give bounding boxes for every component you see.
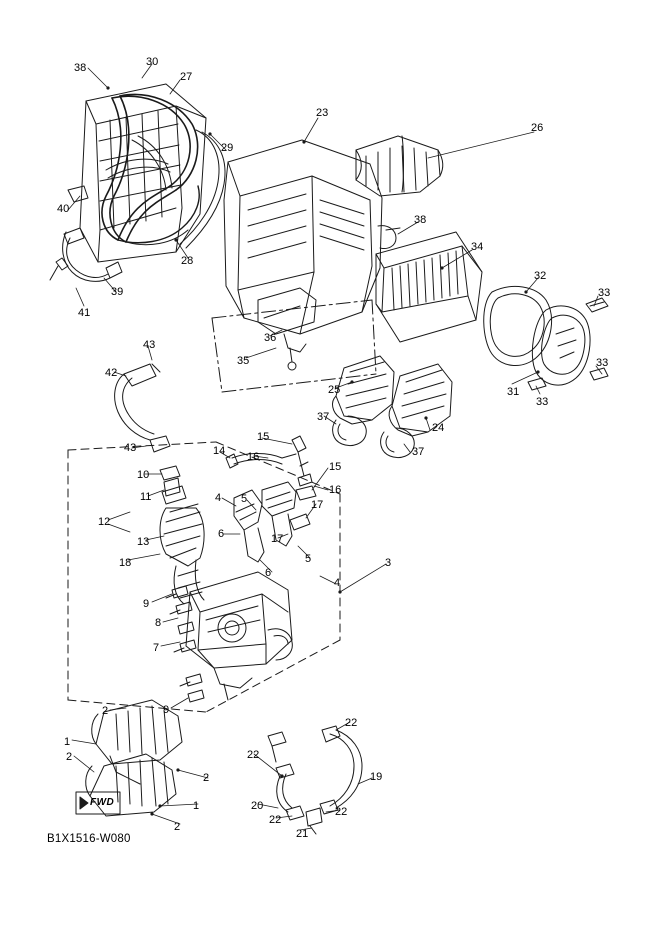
callout-number: 14 [213,445,226,457]
callout-number: 17 [311,499,324,511]
callout-number: 24 [432,422,445,434]
callout-number: 28 [181,255,194,267]
callout-number: 4 [215,492,222,504]
callout-number: 42 [105,367,118,379]
callout-number: 41 [78,307,91,319]
callout-number: 36 [264,332,277,344]
callout-number: 34 [471,241,484,253]
callout-number: 20 [251,800,264,812]
callout-number: 22 [247,749,260,761]
callout-number: 38 [74,62,87,74]
callout-number: 22 [345,717,358,729]
callout-number: 18 [119,557,132,569]
callout-number: 33 [536,396,549,408]
callout-number: 37 [412,446,425,458]
callout-number: 38 [414,214,427,226]
callout-number: 7 [153,642,160,654]
callout-number: 16 [329,484,342,496]
callout-number: 2 [174,821,181,833]
callout-number: 12 [98,516,111,528]
callout-number: 1 [64,736,71,748]
callout-number: 6 [218,528,225,540]
callout-number: 17 [271,533,284,545]
callout-number: 2 [102,705,109,717]
callout-number: 15 [329,461,342,473]
callout-number: 1 [193,800,200,812]
callout-number: 40 [57,203,70,215]
callout-number: 23 [316,107,329,119]
callout-number: 15 [257,431,270,443]
callout-number: 2 [203,772,210,784]
callout-number: 21 [296,828,309,840]
callout-number: 19 [370,771,383,783]
callout-number: 32 [534,270,547,282]
callout-number: 5 [305,553,312,565]
callout-number: 11 [140,491,152,503]
callout-number: 13 [137,536,150,548]
callout-number: 5 [241,493,248,505]
callout-number: 9 [143,598,150,610]
callout-number: 8 [155,617,162,629]
callout-number: 4 [334,577,341,589]
callout-number: 22 [269,814,282,826]
fwd-label: FWD [90,797,115,808]
callout-number: 29 [221,142,234,154]
callout-number: 10 [137,469,150,481]
callout-number: 30 [146,56,159,68]
callout-number: 22 [335,806,348,818]
callout-number: 6 [265,567,272,579]
callout-number: 25 [328,384,341,396]
callout-number: 27 [180,71,193,83]
callout-number: 35 [237,355,250,367]
diagram-part-code: B1X1516-W080 [47,833,131,845]
callout-number: 33 [598,287,611,299]
callout-number: 2 [66,751,73,763]
callout-number: 43 [124,442,137,454]
callout-number: 33 [596,357,609,369]
fwd-direction-indicator [76,792,120,814]
callout-number: 3 [385,557,392,569]
callout-number: 43 [143,339,156,351]
callout-number: 26 [531,122,544,134]
callout-number: 16 [247,451,260,463]
callout-number: 39 [111,286,124,298]
callout-number: 31 [507,386,520,398]
callout-number: 9 [163,704,170,716]
callout-number: 37 [317,411,330,423]
